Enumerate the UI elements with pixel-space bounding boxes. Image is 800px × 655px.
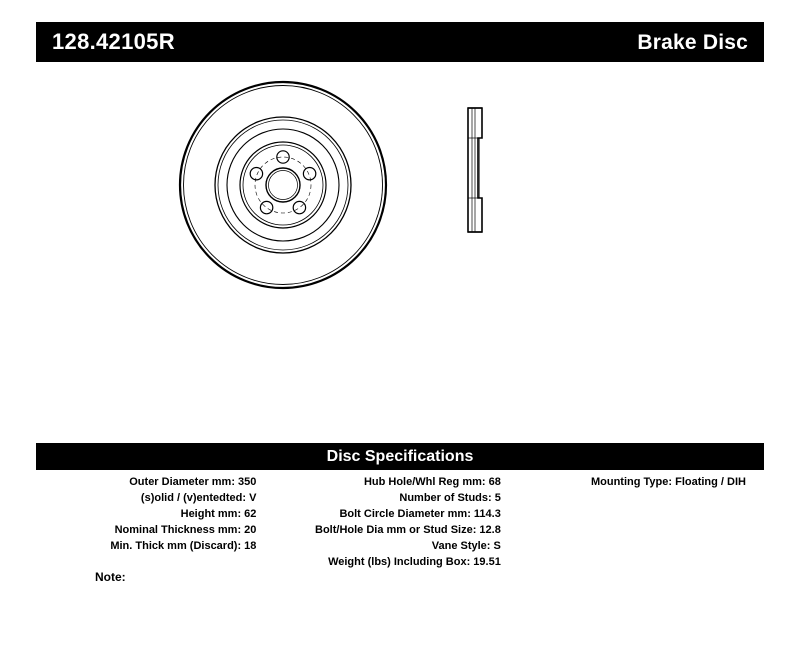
spec-column-left — [36, 474, 278, 554]
spec-item: Weight (lbs) Including Box: 19.51 — [328, 556, 501, 568]
product-type-label: Brake Disc — [637, 30, 748, 54]
spec-item: Height mm: 62 — [180, 508, 257, 520]
disc-specifications-title: Disc Specifications — [326, 447, 474, 465]
spec-item: Hub Hole/Whl Reg mm: 68 — [363, 476, 501, 488]
spec-item: Bolt/Hole Dia mm or Stud Size: 12.8 — [315, 524, 501, 536]
note-label: Note: — [95, 570, 126, 584]
specifications-columns — [36, 474, 764, 570]
rotor-front-view — [180, 82, 386, 288]
spec-column-right — [521, 474, 764, 490]
spec-item: (s)olid / (v)entedted: V — [140, 492, 257, 504]
spec-column-middle — [278, 474, 520, 570]
technical-drawing — [36, 80, 764, 410]
spec-item: Vane Style: S — [431, 540, 501, 552]
spec-item: Number of Studs: 5 — [399, 492, 501, 504]
rotor-side-view — [468, 108, 482, 232]
header-bar — [36, 22, 764, 62]
part-number: 128.42105R — [52, 29, 175, 54]
spec-item: Bolt Circle Diameter mm: 114.3 — [339, 508, 501, 520]
spec-item: Nominal Thickness mm: 20 — [114, 524, 257, 536]
disc-specifications-bar — [36, 443, 764, 470]
spec-item: Outer Diameter mm: 350 — [129, 476, 257, 488]
spec-item: Mounting Type: Floating / DIH — [590, 476, 746, 488]
spec-item: Min. Thick mm (Discard): 18 — [110, 540, 257, 552]
